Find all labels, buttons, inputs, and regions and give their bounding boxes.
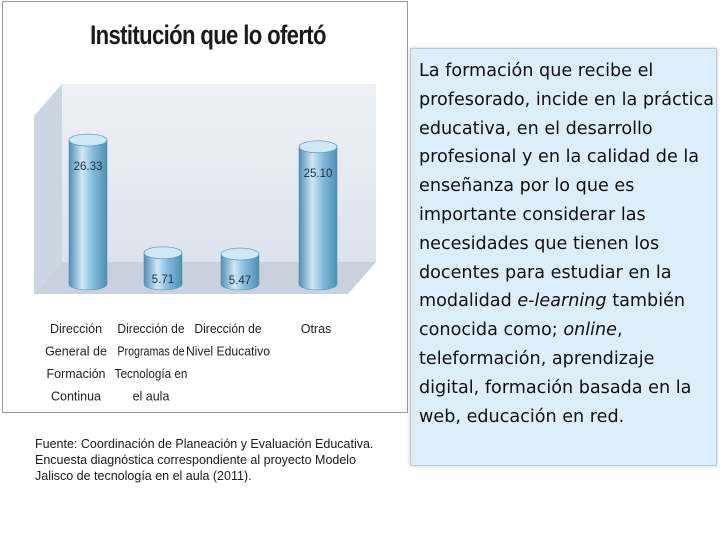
paragraph-text: La formación que recibe el profesorado, incide en la práctica educativa, en el desarrollo profesional y en la calidad de la enseñanza por lo que es importante considerar las necesidades que tienen los docentes para estudiar en la modalidad	[419, 61, 714, 312]
category-tick-label: Tecnología en	[114, 367, 188, 381]
category-tick-label: Formación	[46, 367, 106, 381]
category-tick-label: Dirección	[49, 322, 103, 336]
source-line: Encuesta diagnóstica correspondiente al proyecto Modelo	[35, 453, 357, 467]
category-tick-label: el aula	[132, 389, 170, 404]
chart-title: Institución que lo ofertó	[90, 20, 326, 50]
data-label: 26.33	[73, 161, 103, 174]
bar-top-cap	[299, 141, 337, 153]
source-line: Fuente: Coordinación de Planeación y Evaluación Educativa.	[35, 437, 374, 451]
body-paragraph	[419, 57, 717, 431]
term-e-learning: e-learning	[517, 291, 607, 312]
bar-top-cap	[144, 247, 182, 259]
paragraph-text: también conocida como;	[419, 291, 686, 341]
data-label: 25.10	[303, 167, 333, 180]
text-box	[410, 48, 717, 466]
source-note	[35, 436, 425, 484]
category-tick-label: Nivel Educativo	[186, 344, 271, 359]
paragraph-text: , teleformación, aprendizaje digital, formación basada en la web, educación en red.	[419, 320, 692, 427]
category-tick-label: Programas de	[117, 344, 185, 359]
category-tick-label: Dirección de	[117, 322, 185, 336]
category-tick-label: Continua	[50, 389, 102, 404]
source-line: Jalisco de tecnología en el aula (2011).	[35, 469, 252, 483]
data-label: 5.47	[228, 275, 252, 288]
bar-chart	[0, 0, 410, 420]
category-tick-label: Dirección de	[194, 322, 262, 336]
term-online: online	[563, 320, 617, 341]
bar-top-cap	[69, 134, 107, 146]
category-tick-label: Otras	[300, 322, 332, 336]
chart-side-wall	[34, 84, 62, 294]
bar-top-cap	[221, 248, 259, 260]
data-label: 5.71	[151, 273, 175, 286]
category-tick-label: General de	[45, 344, 107, 359]
